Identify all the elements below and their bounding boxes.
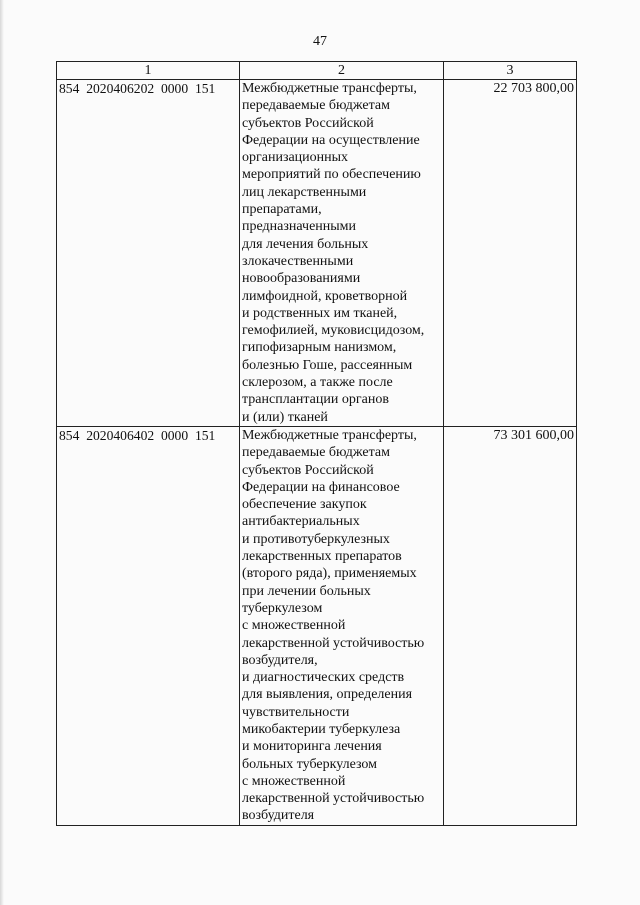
description-line: Межбюджетные трансферты, <box>242 81 417 96</box>
column-header-3: 3 <box>444 62 577 80</box>
description-line: препаратами, <box>242 202 322 218</box>
description-line: предназначенными <box>242 219 357 235</box>
table-row <box>57 426 577 825</box>
description-line: новообразованиями <box>242 271 361 287</box>
description-line: субъектов Российской <box>242 462 374 478</box>
description-line: субъектов Российской <box>242 115 374 131</box>
description-cell <box>240 426 444 825</box>
description-line: передаваемые бюджетам <box>242 445 390 461</box>
description-cell <box>240 80 444 427</box>
description-line: Федерации на осуществление <box>242 132 420 148</box>
description-line: лекарственной устойчивостью <box>242 635 425 651</box>
description-line: и противотуберкулезных <box>242 531 390 547</box>
description-line: трансплантации органов <box>242 392 389 408</box>
table-header-row <box>57 62 577 80</box>
page-number: 47 <box>313 34 327 49</box>
description-line: обеспечение закупок <box>242 497 367 513</box>
description-line: и родственных им тканей, <box>242 305 398 321</box>
column-header-1: 1 <box>57 62 240 80</box>
description-line: с множественной <box>242 773 346 789</box>
table-row <box>57 80 577 427</box>
description-line: мероприятий по обеспечению <box>242 167 421 183</box>
description-line: и (или) тканей <box>242 409 328 425</box>
description-line: Межбюджетные трансферты, <box>242 427 417 443</box>
description-line: лиц лекарственными <box>242 184 367 200</box>
description-line: лекарственных препаратов <box>242 549 402 565</box>
description-line: для лечения больных <box>242 236 369 252</box>
description-line: и мониторинга лечения <box>242 739 382 755</box>
description-line: передаваемые бюджетам <box>242 98 390 114</box>
description-line: лекарственной устойчивостью <box>242 791 425 807</box>
description-line: гипофизарным нанизмом, <box>242 340 397 356</box>
description-line: чувствительности <box>242 704 350 720</box>
description-line: при лечении больных <box>242 583 371 599</box>
description-line: организационных <box>242 150 349 166</box>
description-line: возбудителя <box>242 808 315 824</box>
description-line: микобактерии туберкулеза <box>242 721 401 737</box>
description-line: с множественной <box>242 618 346 634</box>
description-line: злокачественными <box>242 253 354 269</box>
description-line: для выявления, определения <box>242 687 413 703</box>
description-line: возбудителя, <box>242 652 318 668</box>
description-line: туберкулезом <box>242 600 323 616</box>
description-line: склерозом, а также после <box>242 375 393 391</box>
amount-cell: 73 301 600,00 <box>444 426 577 825</box>
table-body <box>57 80 577 826</box>
description-line: гемофилией, муковисцидозом, <box>242 323 425 339</box>
scan-edge-shadow <box>0 0 4 905</box>
budget-table <box>56 61 577 826</box>
description-line: (второго ряда), применяемых <box>242 566 417 582</box>
budget-code-cell: 854 2020406402 0000 151 <box>57 426 240 825</box>
column-header-2: 2 <box>240 62 444 80</box>
description-line: больных туберкулезом <box>242 756 378 772</box>
budget-code-cell: 854 2020406202 0000 151 <box>57 80 240 427</box>
amount-cell: 22 703 800,00 <box>444 80 577 427</box>
description-line: антибактериальных <box>242 514 360 530</box>
description-line: Федерации на финансовое <box>242 479 400 495</box>
description-line: и диагностических средств <box>242 670 405 686</box>
description-line: лимфоидной, кроветворной <box>242 288 408 304</box>
description-line: болезнью Гоше, рассеянным <box>242 357 413 373</box>
